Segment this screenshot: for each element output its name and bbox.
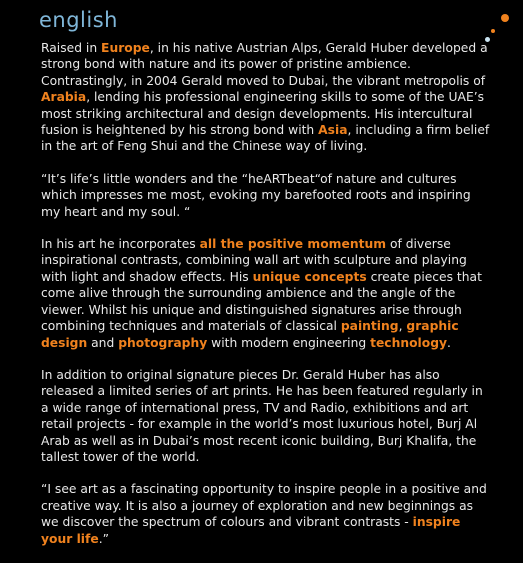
highlight-positive-momentum: all the positive momentum (199, 237, 387, 252)
highlight-photography: photography (118, 335, 208, 350)
text: “I see art as a fascinating opportunity to inspire people in a positive and creative way. It is also a journey of exploration and new beginnings as we discover the spectrum of colours and vibrant contrasts - (41, 482, 487, 530)
highlight-technology: technology (370, 335, 448, 350)
text: and (87, 335, 119, 350)
text: .” (98, 531, 109, 546)
text: Raised in (41, 41, 102, 55)
highlight-painting: painting (340, 319, 399, 334)
paragraph-prints-and-press: In addition to original signature pieces Dr. Gerald Huber has also released a limited series of art prints. He has been featured regularly in a wide range of international press, TV and Radio, exhibitions and art retail projects - for example in the world’s most luxurious hotel, Burj Al Arab as well as in Dubai’s most recent iconic building, Burj Khalifa, the tallest tower of the world. (41, 367, 483, 464)
text: of diverse inspirational contrasts, combining wall art with sculpture and playing with light and shadow effects. His (41, 237, 467, 284)
paragraph-origins (41, 40, 493, 155)
highlight-graphic-design: graphic design (41, 319, 459, 350)
biography-text (41, 40, 493, 563)
page-title: english (39, 8, 118, 32)
large-orange-dot (501, 14, 509, 22)
small-orange-dot (491, 29, 495, 33)
highlight-arabia: Arabia (41, 90, 87, 105)
text: , (398, 319, 407, 334)
paragraph-quote-inspire (41, 481, 493, 547)
text: . (447, 335, 451, 350)
paragraph-quote-heartbeat: “It’s life’s little wonders and the “heARTbeat“of nature and cultures which impresses me most, evoking my barefooted roots and inspiring my heart and my soul. “ (41, 171, 471, 219)
text: , in his native Austrian Alps, Gerald Huber developed a strong bond with nature and its power of pristine ambience. Contrastingly, in 2004 Gerald moved to Dubai, the vibrant metropolis of (41, 41, 488, 88)
highlight-unique-concepts: unique concepts (252, 269, 367, 284)
text: create pieces that come alive through the surrounding ambience and the angle of the viewer. Whilst his unique and distinguished signatures arise through combining techniques and materials of classical (41, 269, 482, 334)
highlight-europe: Europe (101, 41, 150, 55)
text: with modern engineering (207, 335, 371, 350)
text: , lending his professional engineering skills to some of the UAE’s most striking architectural and design developments. His intercultural fusion is heightened by his strong bond with (41, 90, 485, 138)
text: , including a firm belief in the art of Feng Shui and the Chinese way of living. (41, 123, 490, 154)
paragraph-art-approach (41, 236, 493, 351)
highlight-asia: Asia (318, 123, 348, 138)
highlight-inspire-your-life: inspire your life (41, 515, 461, 546)
text: In his art he incorporates (41, 237, 200, 252)
